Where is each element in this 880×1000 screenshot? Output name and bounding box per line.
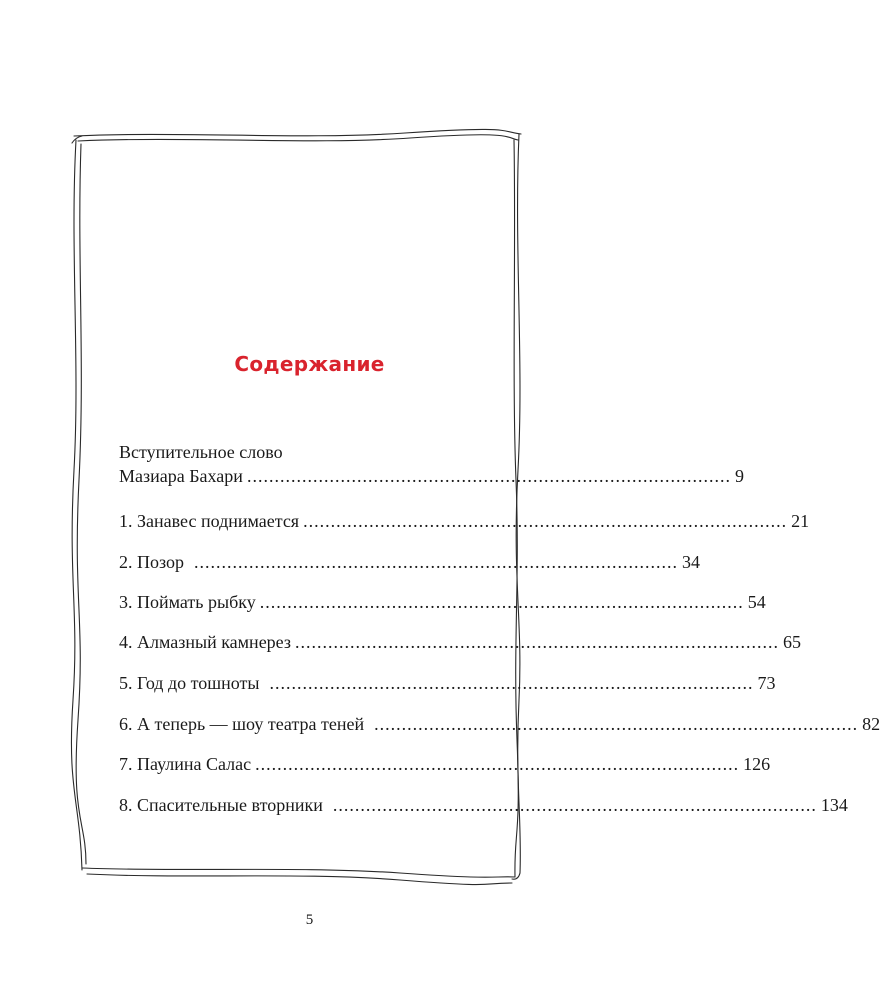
toc-entry <box>119 630 802 654</box>
toc-entry-page: 54 <box>747 592 766 612</box>
toc-leader: ........................................................................................ <box>246 466 731 486</box>
toc-entry-label: 2. Позор <box>119 552 185 572</box>
toc-leader: ........................................................................................ <box>194 552 679 572</box>
toc-entry-label: 6. А теперь — шоу театра теней <box>119 714 365 734</box>
toc-entry-page: 82 <box>862 714 880 734</box>
toc-entry-page: 126 <box>743 754 771 774</box>
toc-entry-page: 134 <box>820 795 848 815</box>
toc-intro-line1: Вступительное слово <box>119 442 283 462</box>
toc-entry-page: 34 <box>682 552 701 572</box>
toc-leader: ........................................................................................ <box>303 511 788 531</box>
toc-entry-label: 5. Год до тошноты <box>119 673 260 693</box>
toc-entry-label: 8. Спасительные вторники <box>119 795 323 815</box>
toc-entry-label: 7. Паулина Салас <box>119 754 252 774</box>
toc-entry <box>119 752 771 776</box>
toc-leader: ........................................................................................ <box>269 673 754 693</box>
toc-entry <box>119 671 776 695</box>
toc-entry-label: 1. Занавес поднимается <box>119 511 300 531</box>
toc-leader: ........................................................................................ <box>332 795 817 815</box>
toc-entry-label: 4. Алмазный камнерез <box>119 632 292 652</box>
toc-leader: ........................................................................................ <box>255 754 740 774</box>
toc-leader: ........................................................................................ <box>295 632 780 652</box>
toc-entry <box>119 550 701 574</box>
toc-leader: ........................................................................................ <box>259 592 744 612</box>
page-title: Содержание <box>234 352 385 376</box>
toc-leader: ........................................................................................ <box>374 714 859 734</box>
toc-entry-page: 65 <box>783 632 802 652</box>
toc-entry-page: 21 <box>791 511 810 531</box>
toc-entry <box>119 793 848 817</box>
toc-intro-entry <box>119 440 744 488</box>
toc-entry-label: 3. Поймать рыбку <box>119 592 256 612</box>
page-number: 5 <box>305 912 314 928</box>
toc-entry-page: 73 <box>757 673 776 693</box>
toc-entry <box>119 712 880 736</box>
toc-intro-line2: Мазиара Бахари <box>119 466 243 486</box>
toc-entry <box>119 509 810 533</box>
toc-intro-page: 9 <box>734 466 744 486</box>
toc-entry <box>119 590 766 614</box>
